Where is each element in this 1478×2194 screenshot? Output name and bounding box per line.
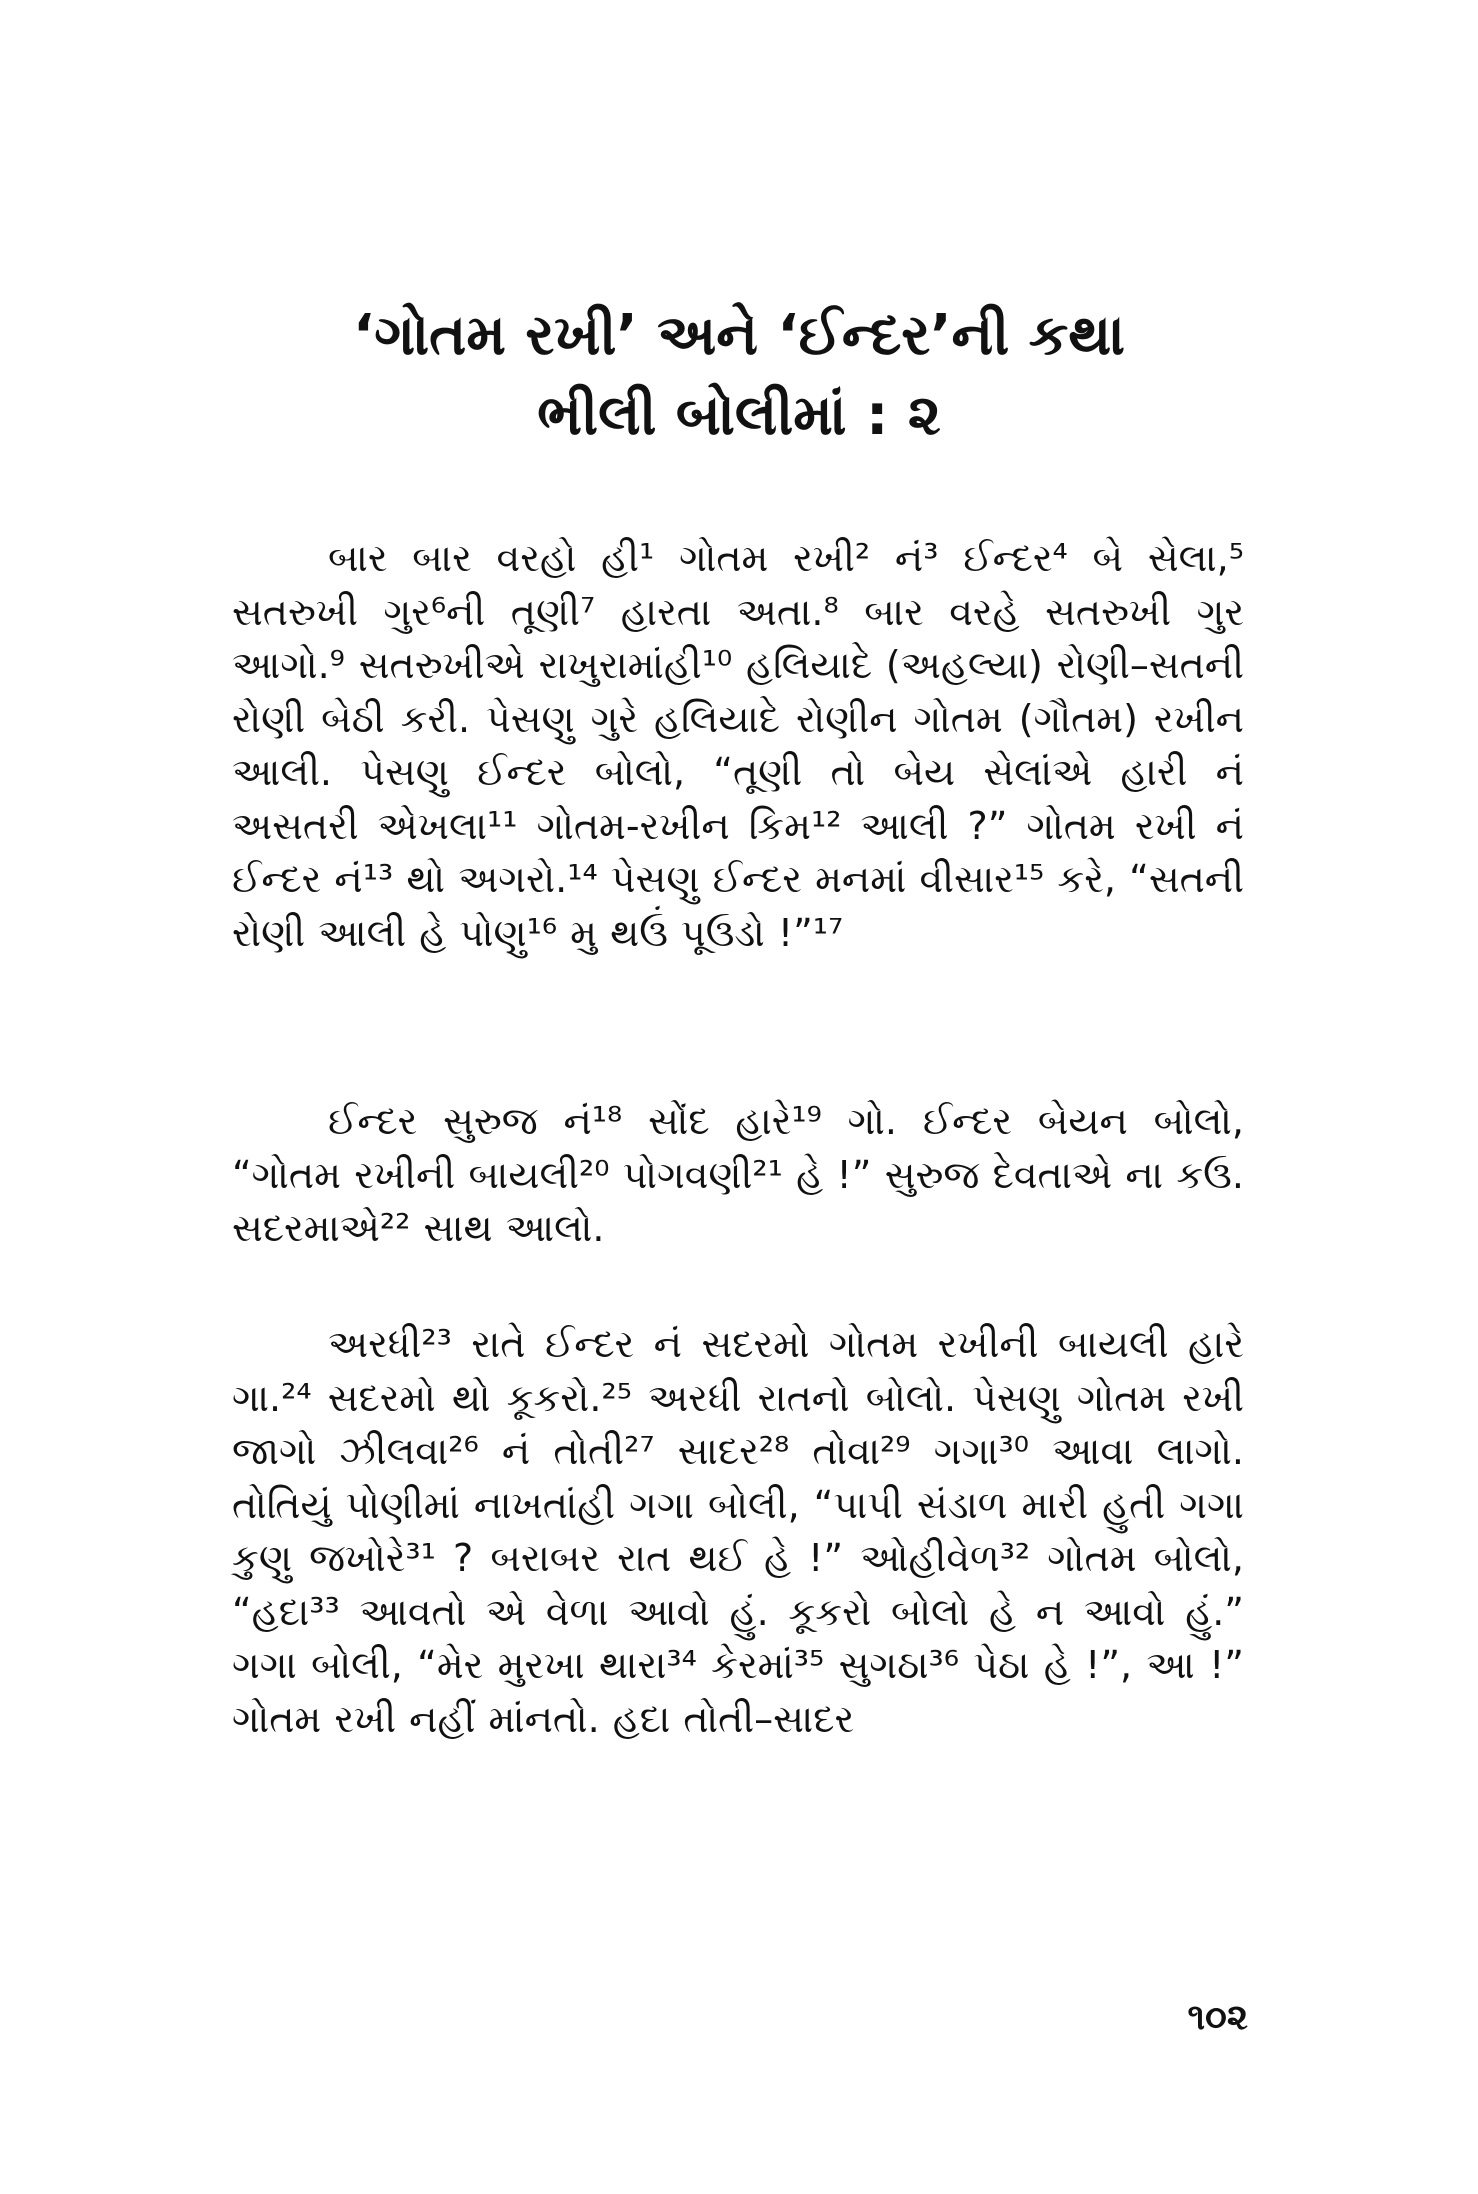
paragraph-2: ઈન્દર સુરુજ નં¹⁸ સોંદ હારે¹⁹ ગો. ઈન્દર બેયન બોલો, “ગોતમ રખીની બાયલી²⁰ પોગવણી²¹ હે !” સુરુજ દેવતાએ ના કઉ. સદરમાએ²² સાથ આલો. — [232, 1099, 1244, 1250]
title-line-1: ‘ગોતમ રખી’ અને ‘ઈન્દર’ની કથા — [353, 303, 1125, 368]
paragraph-1: બાર બાર વરહો હી¹ ગોતમ રખી² નં³ ઈન્દર⁴ બે સેલા,⁵ સતરુખી ગુર⁶ની તૂણી⁷ હારતા અતા.⁸ બાર વરહે સતરુખી ગુર આગો.⁹ સતરુખીએ રાખુરામાંહી¹⁰ હલિયાદે (અહલ્યા) રોણી–સતની રોણી બેઠી કરી. પેસણુ ગુરે હલિયાદે રોણીન ગોતમ (ગૌતમ) રખીન આલી. પેસણુ ઈન્દર બોલો, “તૂણી તો બેય સેલાંએ હારી નં અસતરી એખલા¹¹ ગોતમ-રખીન કિમ¹² આલી ?” ગોતમ રખી નં ઈન્દર નં¹³ થો અગરો.¹⁴ પેસણુ ઈન્દર મનમાં વીસાર¹⁵ કરે, “સતની રોણી આલી હે પોણુ¹⁶ મુ થઉં પૂઉડો !”¹⁷ — [232, 536, 1244, 955]
page-title — [0, 296, 1478, 456]
title-line-2: ભીલી બોલીમાં : ૨ — [537, 383, 941, 448]
page-number: ૧૦૨ — [1187, 1997, 1248, 2038]
paragraph-3: અરધી²³ રાતે ઈન્દર નં સદરમો ગોતમ રખીની બાયલી હારે ગા.²⁴ સદરમો થો કૂકરો.²⁵ અરધી રાતનો બોલો. પેસણુ ગોતમ રખી જાગો ઝીલવા²⁶ નં તોતી²⁷ સાદર²⁸ તોવા²⁹ ગગા³⁰ આવા લાગો. તોતિયું પોણીમાં નાખતાંહી ગગા બોલી, “પાપી સંડાળ મારી હુતી ગગા કુણુ જખોરે³¹ ? બરાબર રાત થઈ હે !” ઓહીવેળ³² ગોતમ બોલો, “હદા³³ આવતો એ વેળા આવો હું. કૂકરો બોલો હે ન આવો હું.” ગગા બોલી, “મેર મુરખા થારા³⁴ કેરમાં³⁵ સુગઠા³⁶ પેઠા હે !”, આ !” ગોતમ રખી નહીં માંનતો. હદા તોતી–સાદર — [232, 1322, 1244, 1741]
